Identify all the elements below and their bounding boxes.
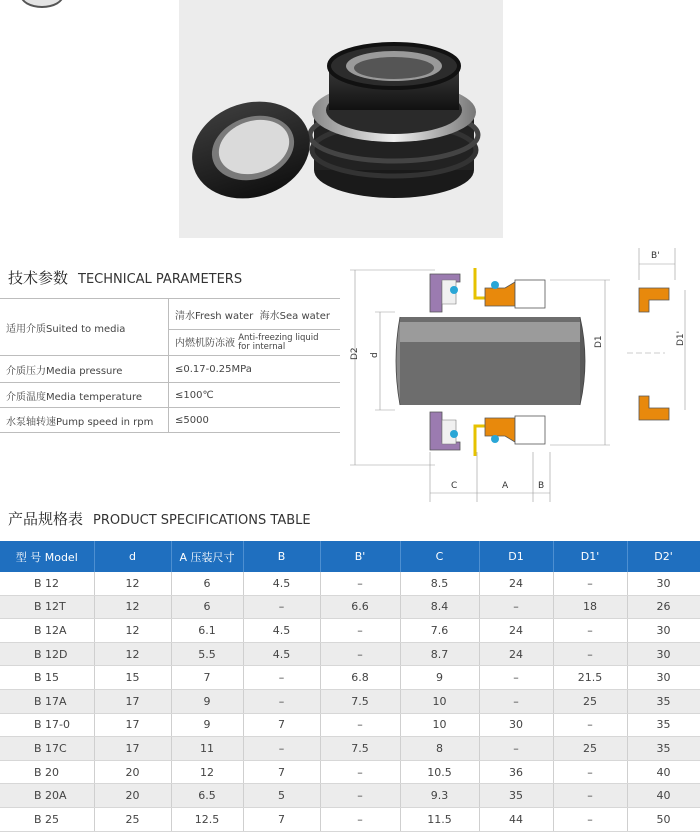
media-antifreeze-en2: for internal bbox=[238, 341, 286, 352]
table-cell: 20 bbox=[94, 784, 171, 808]
table-cell: – bbox=[243, 666, 320, 690]
table-cell: B 17A bbox=[0, 689, 94, 713]
table-cell: 35 bbox=[479, 784, 553, 808]
table-cell: 44 bbox=[479, 807, 553, 831]
table-cell: – bbox=[320, 713, 400, 737]
table-cell: – bbox=[320, 619, 400, 643]
table-cell: – bbox=[243, 689, 320, 713]
table-cell: 8.7 bbox=[400, 642, 479, 666]
table-cell: 11.5 bbox=[400, 807, 479, 831]
table-cell: B 25 bbox=[0, 807, 94, 831]
table-cell: 7.5 bbox=[320, 689, 400, 713]
table-cell: 20 bbox=[94, 760, 171, 784]
table-row bbox=[0, 619, 700, 643]
table-cell: – bbox=[553, 619, 627, 643]
tech-params-title bbox=[8, 267, 242, 288]
table-cell: 40 bbox=[627, 760, 700, 784]
table-cell: – bbox=[553, 713, 627, 737]
table-cell: 9 bbox=[171, 713, 243, 737]
table-cell: 6.1 bbox=[171, 619, 243, 643]
media-label: 适用介质Suited to media bbox=[0, 299, 169, 356]
table-cell: 12 bbox=[94, 595, 171, 619]
table-cell: – bbox=[320, 572, 400, 595]
label-b-prime: B' bbox=[651, 251, 660, 261]
media-water-cell bbox=[169, 299, 341, 330]
table-cell: 7 bbox=[171, 666, 243, 690]
table-cell: 9.3 bbox=[400, 784, 479, 808]
header-b-prime: B' bbox=[320, 541, 400, 572]
table-row bbox=[0, 713, 700, 737]
table-cell: – bbox=[320, 807, 400, 831]
table-cell: 25 bbox=[553, 737, 627, 761]
table-row bbox=[0, 760, 700, 784]
media-fresh: 清水Fresh water bbox=[175, 310, 254, 322]
table-cell: 5 bbox=[243, 784, 320, 808]
table-cell: – bbox=[243, 595, 320, 619]
table-cell: 30 bbox=[627, 642, 700, 666]
table-cell: B 12T bbox=[0, 595, 94, 619]
media-antifreeze-cn: 内燃机防冻液 bbox=[175, 337, 235, 349]
table-cell: 10.5 bbox=[400, 760, 479, 784]
table-cell: 50 bbox=[627, 807, 700, 831]
table-cell: 10 bbox=[400, 713, 479, 737]
table-cell: 18 bbox=[553, 595, 627, 619]
label-d: d bbox=[370, 352, 380, 358]
table-cell: 25 bbox=[553, 689, 627, 713]
table-row bbox=[0, 807, 700, 831]
spec-table-body bbox=[0, 572, 700, 831]
table-cell: B 20 bbox=[0, 760, 94, 784]
table-cell: – bbox=[479, 595, 553, 619]
media-antifreeze-en1: Anti-freezing liquid bbox=[238, 332, 319, 343]
table-cell: 6 bbox=[171, 595, 243, 619]
table-cell: 12 bbox=[171, 760, 243, 784]
table-cell: – bbox=[553, 642, 627, 666]
table-cell: 8 bbox=[400, 737, 479, 761]
table-cell: 24 bbox=[479, 619, 553, 643]
table-cell: 25 bbox=[94, 807, 171, 831]
header-model: 型 号 Model bbox=[0, 541, 94, 572]
table-cell: – bbox=[553, 784, 627, 808]
table-cell: B 12D bbox=[0, 642, 94, 666]
table-row bbox=[0, 666, 700, 690]
mechanical-seal-image bbox=[179, 0, 503, 238]
table-cell: 35 bbox=[627, 689, 700, 713]
table-cell: 17 bbox=[94, 713, 171, 737]
table-cell: 6.6 bbox=[320, 595, 400, 619]
temp-label: 介质温度Media temperature bbox=[0, 383, 169, 408]
table-cell: – bbox=[479, 689, 553, 713]
table-cell: 12 bbox=[94, 572, 171, 595]
table-cell: B 12A bbox=[0, 619, 94, 643]
label-a: A bbox=[502, 481, 509, 491]
label-d2: D2 bbox=[350, 347, 360, 360]
table-cell: 35 bbox=[627, 713, 700, 737]
table-cell: 12 bbox=[94, 619, 171, 643]
table-cell: 7 bbox=[243, 760, 320, 784]
tech-params-table bbox=[0, 298, 340, 433]
pressure-value: ≤0.17-0.25MPa bbox=[169, 356, 341, 383]
table-row bbox=[0, 595, 700, 619]
table-cell: 24 bbox=[479, 572, 553, 595]
header-a: A 压装尺寸 bbox=[171, 541, 243, 572]
header-d: d bbox=[94, 541, 171, 572]
table-row bbox=[0, 572, 700, 595]
header-d1-prime: D1' bbox=[553, 541, 627, 572]
media-antifreeze-en bbox=[238, 334, 318, 352]
temp-value: ≤100℃ bbox=[169, 383, 341, 408]
table-cell: 4.5 bbox=[243, 572, 320, 595]
table-cell: 10 bbox=[400, 689, 479, 713]
header-b: B bbox=[243, 541, 320, 572]
media-antifreeze-cell bbox=[169, 330, 341, 356]
table-cell: 24 bbox=[479, 642, 553, 666]
table-cell: 4.5 bbox=[243, 619, 320, 643]
tech-params-title-cn: 技术参数 bbox=[8, 269, 69, 287]
spec-table-title-cn: 产品规格表 bbox=[8, 510, 84, 528]
table-cell: – bbox=[479, 737, 553, 761]
label-c: C bbox=[451, 481, 458, 491]
corner-decoration bbox=[20, 0, 64, 8]
table-cell: B 17C bbox=[0, 737, 94, 761]
table-cell: 15 bbox=[94, 666, 171, 690]
table-cell: 21.5 bbox=[553, 666, 627, 690]
table-cell: – bbox=[553, 760, 627, 784]
table-row bbox=[0, 689, 700, 713]
seal-cross-section-diagram bbox=[345, 240, 695, 510]
table-cell: 17 bbox=[94, 737, 171, 761]
label-d1-prime: D1' bbox=[676, 330, 686, 346]
table-cell: – bbox=[243, 737, 320, 761]
table-cell: 8.4 bbox=[400, 595, 479, 619]
table-cell: 36 bbox=[479, 760, 553, 784]
table-row bbox=[0, 737, 700, 761]
speed-label: 水泵轴转速Pump speed in rpm bbox=[0, 408, 169, 433]
spec-header-row bbox=[0, 541, 700, 572]
product-spec-table bbox=[0, 541, 700, 832]
table-cell: 9 bbox=[171, 689, 243, 713]
table-cell: 12.5 bbox=[171, 807, 243, 831]
table-cell: 7.5 bbox=[320, 737, 400, 761]
table-cell: 30 bbox=[627, 666, 700, 690]
table-cell: 11 bbox=[171, 737, 243, 761]
table-cell: 17 bbox=[94, 689, 171, 713]
table-cell: B 20A bbox=[0, 784, 94, 808]
table-cell: – bbox=[479, 666, 553, 690]
media-sea: 海水Sea water bbox=[259, 310, 330, 322]
label-b: B bbox=[538, 481, 545, 491]
table-cell: 6.8 bbox=[320, 666, 400, 690]
table-cell: – bbox=[553, 572, 627, 595]
table-cell: 40 bbox=[627, 784, 700, 808]
table-cell: 8.5 bbox=[400, 572, 479, 595]
table-cell: 30 bbox=[627, 619, 700, 643]
product-photo bbox=[179, 0, 503, 238]
spec-table-title bbox=[8, 508, 311, 529]
label-d1: D1 bbox=[594, 335, 604, 348]
table-cell: – bbox=[320, 642, 400, 666]
table-cell: 6 bbox=[171, 572, 243, 595]
table-cell: B 12 bbox=[0, 572, 94, 595]
header-c: C bbox=[400, 541, 479, 572]
table-cell: – bbox=[553, 807, 627, 831]
table-cell: 7 bbox=[243, 807, 320, 831]
table-cell: 5.5 bbox=[171, 642, 243, 666]
table-cell: B 15 bbox=[0, 666, 94, 690]
speed-value: ≤5000 bbox=[169, 408, 341, 433]
table-cell: 7.6 bbox=[400, 619, 479, 643]
table-row bbox=[0, 784, 700, 808]
table-cell: 4.5 bbox=[243, 642, 320, 666]
table-cell: 30 bbox=[479, 713, 553, 737]
spec-table-title-en: PRODUCT SPECIFICATIONS TABLE bbox=[93, 513, 311, 528]
table-cell: 9 bbox=[400, 666, 479, 690]
table-row bbox=[0, 642, 700, 666]
table-cell: B 17-0 bbox=[0, 713, 94, 737]
table-cell: 12 bbox=[94, 642, 171, 666]
table-cell: 6.5 bbox=[171, 784, 243, 808]
header-d1: D1 bbox=[479, 541, 553, 572]
pressure-label: 介质压力Media pressure bbox=[0, 356, 169, 383]
table-cell: 30 bbox=[627, 572, 700, 595]
table-cell: 7 bbox=[243, 713, 320, 737]
table-cell: 35 bbox=[627, 737, 700, 761]
table-cell: – bbox=[320, 760, 400, 784]
table-cell: – bbox=[320, 784, 400, 808]
table-cell: 26 bbox=[627, 595, 700, 619]
header-d2-prime: D2' bbox=[627, 541, 700, 572]
tech-params-title-en: TECHNICAL PARAMETERS bbox=[78, 272, 243, 287]
